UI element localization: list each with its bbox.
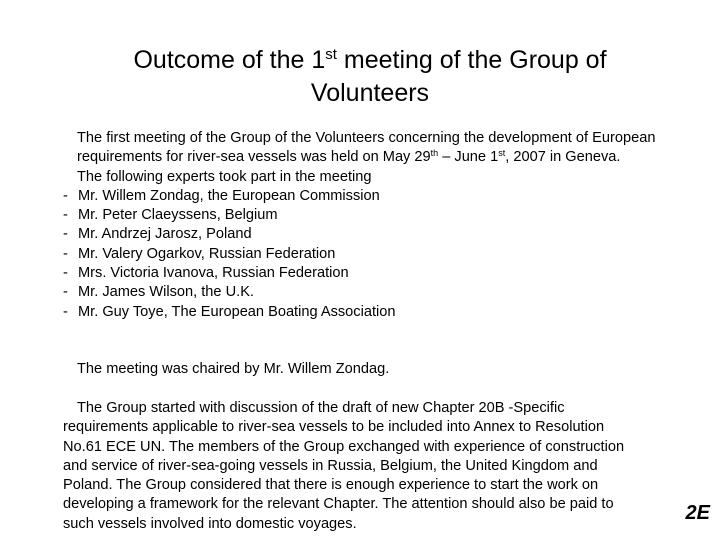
list-item (63, 187, 678, 206)
title-text-start: Outcome of the 1 (133, 46, 326, 74)
list-item (63, 264, 678, 283)
slide-title (60, 44, 680, 110)
bullet-dash: - (63, 207, 68, 224)
bullet-dash: - (63, 226, 68, 243)
intro-sup-2: st (498, 148, 506, 159)
bullet-dash: - (63, 187, 68, 204)
expert-name: Mr. Andrzej Jarosz, Poland (78, 226, 252, 243)
discussion-text: The Group started with discussion of the draft of new Chapter 20B -Specific requirements applicable to river-sea vessels to be included into Annex to Resolution No.61 ECE UN. The members of the Group exchanged with experience of construction and service of river-sea-going vessels in Russia, Belgium, the United Kingdom and Poland. The Group considered that there is enough experience to start the work on developing a framework for the relevant Chapter. The attention should also be paid to such vessels involved into domestic voyages. (63, 400, 625, 532)
bullet-dash: - (63, 265, 68, 282)
bullet-dash: - (63, 303, 68, 320)
expert-name: Mr. Peter Claeyssens, Belgium (78, 207, 278, 224)
experts-list (63, 187, 678, 322)
list-item (63, 283, 678, 302)
intro-text-3: , 2007 in Geneva. (505, 149, 621, 166)
slide-badge: 2E (685, 502, 710, 524)
list-item (63, 303, 678, 322)
intro-text-2: – June 1 (438, 149, 499, 166)
title-line-2: Volunteers (310, 79, 430, 107)
bullet-dash: - (63, 245, 68, 262)
list-item (63, 225, 678, 244)
chair-paragraph: The meeting was chaired by Mr. Willem Zondag. (77, 361, 390, 377)
expert-name: Mr. Valery Ogarkov, Russian Federation (78, 245, 336, 262)
expert-name: Mr. Willem Zondag, the European Commission (78, 187, 380, 204)
title-superscript: st (325, 46, 337, 63)
expert-name: Mr. James Wilson, the U.K. (78, 284, 254, 301)
expert-name: Mrs. Victoria Ivanova, Russian Federation (78, 265, 349, 282)
expert-name: Mr. Guy Toye, The European Boating Association (78, 303, 396, 320)
list-item (63, 206, 678, 225)
bullet-dash: - (63, 284, 68, 301)
discussion-paragraph (63, 399, 643, 534)
intro-paragraph (63, 129, 678, 168)
experts-intro: The following experts took part in the meeting (77, 168, 372, 185)
intro-sup-1: th (430, 148, 439, 159)
intro-text-1: The first meeting of the Group of the Volunteers concerning the development of European requirements for river-sea vessels was held on May 29 (77, 130, 656, 166)
intro-section (63, 129, 678, 322)
title-text-end: meeting of the Group of (336, 46, 607, 74)
list-item (63, 245, 678, 264)
